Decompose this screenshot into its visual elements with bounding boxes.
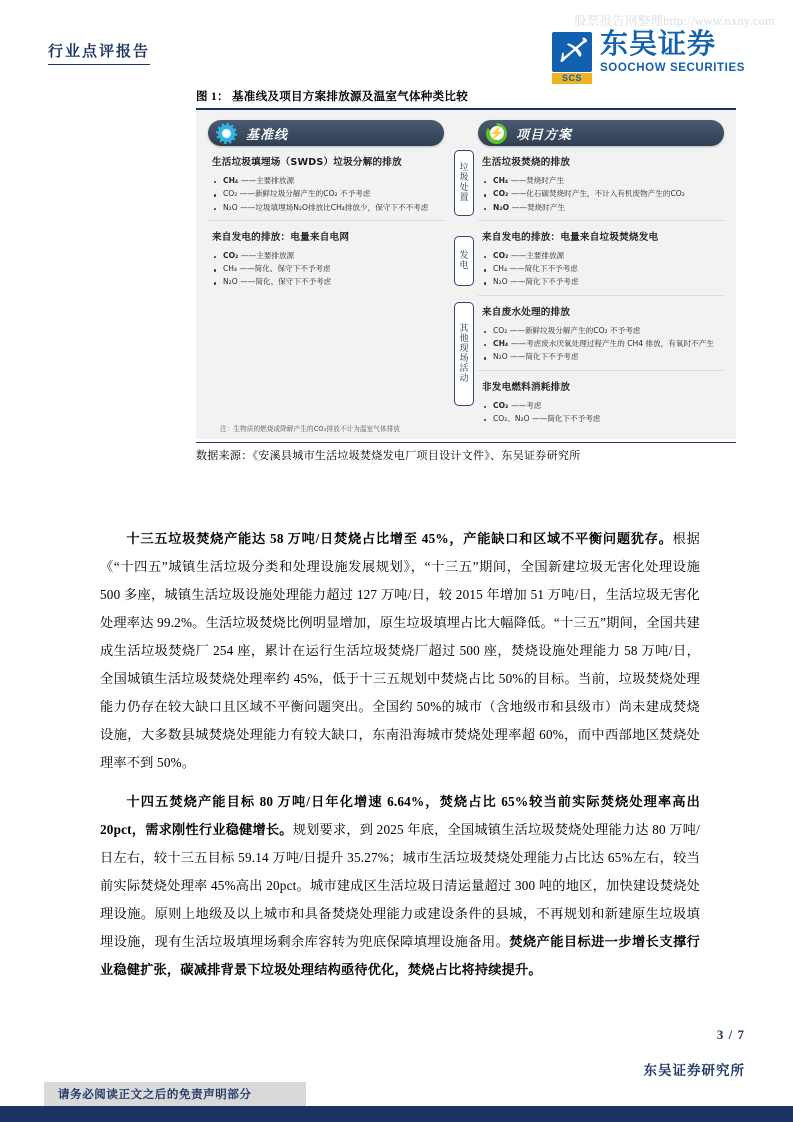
emission-item <box>482 249 720 262</box>
brand-name-en: SOOCHOW SECURITIES <box>600 62 745 74</box>
brand-mark-sub: SCS <box>552 73 592 84</box>
paragraph-2 <box>100 788 700 984</box>
baseline-panel-title: 基准线 <box>246 127 289 143</box>
gas-species: N₂O <box>493 352 511 362</box>
gas-species: CH₄ <box>493 338 511 348</box>
project-panel-title: 项目方案 <box>516 127 573 143</box>
stage-label-2 <box>454 236 474 286</box>
figure-source: 数据来源：《安溪县城市生活垃圾焚烧发电厂项目设计文件》、东吴证券研究所 <box>196 442 736 463</box>
figure-columns <box>208 120 724 434</box>
gas-species: CO₂、N₂O <box>493 413 533 423</box>
gear-icon <box>216 123 237 144</box>
emission-item <box>482 412 720 425</box>
gas-treatment-note: ——简化下不予考虑 <box>510 352 579 362</box>
gas-treatment-note: ——垃圾填埋场N₂O排放比CH₄排放少，保守下不不考虑 <box>240 202 429 212</box>
baseline-blocks <box>208 146 444 295</box>
emission-item-list <box>482 399 720 426</box>
project-blocks <box>478 146 724 431</box>
gas-treatment-note: ——焚烧时产生 <box>511 202 565 212</box>
gas-species: CO₂ <box>223 250 241 260</box>
report-type-header: 行业点评报告 <box>48 40 150 65</box>
gas-treatment-note: ——简化下不予考虑 <box>509 264 578 274</box>
stage-label-char: 垃 <box>459 162 469 173</box>
stage-label-char: 活 <box>459 364 469 375</box>
brand-logo <box>552 27 745 84</box>
emission-item <box>212 187 440 200</box>
emission-block-title: 来自发电的排放：电量来自电网 <box>212 231 350 243</box>
stage-label-char: 置 <box>459 193 469 204</box>
emission-block <box>478 295 724 370</box>
stage-labels <box>454 120 474 431</box>
emission-item-list <box>482 249 720 289</box>
emission-item <box>482 399 720 412</box>
gas-treatment-note: ——新鲜垃圾分解产生的CO₂ 不予考虑 <box>509 325 641 335</box>
emission-item <box>212 249 440 262</box>
emission-block-title: 非发电燃料消耗排放 <box>482 381 571 393</box>
gas-treatment-note: ——主要排放源 <box>511 250 565 260</box>
gas-species: CO₂ <box>223 189 240 199</box>
brand-mark-letter: 乄 <box>558 36 586 67</box>
stage-label-3 <box>454 302 474 406</box>
emission-block-title: 生活垃圾焚烧的排放 <box>482 157 571 168</box>
emission-item <box>212 174 440 187</box>
leaf-bolt-icon <box>486 123 507 144</box>
emission-item-list <box>482 324 720 364</box>
figure-1 <box>196 88 736 463</box>
emission-item-list <box>482 174 720 214</box>
paragraph-1 <box>100 525 700 777</box>
emission-block-title: 生活垃圾填埋场（SWDS）垃圾分解的排放 <box>212 157 402 168</box>
emission-block <box>208 146 444 220</box>
stage-label-1 <box>454 150 474 216</box>
gas-species: CH₄ <box>223 264 240 274</box>
gas-species: N₂O <box>493 277 511 287</box>
project-panel-content <box>478 120 724 431</box>
emission-block <box>478 146 724 220</box>
brand-text <box>600 27 745 75</box>
gas-treatment-note: ——焚烧时产生 <box>510 176 565 185</box>
gas-species: N₂O <box>223 277 241 287</box>
gas-treatment-note: ——简化下不予考虑 <box>532 413 601 423</box>
stage-label-char: 动 <box>459 374 469 385</box>
brand-name-cn: 东吴证券 <box>600 27 717 60</box>
article-body <box>100 525 700 995</box>
paragraph-1-text: 根据《“十四五”城镇生活垃圾分类和处理设施发展规划》，“十三五”期间，全国新建垃圾无害化处理设施 500 多座，城镇生活垃圾设施处理能力超过 127 万吨/日，较 2015 年增加 51 万吨/日，生活垃圾无害化处理率达 99.2%。生活垃圾焚烧比例明显增加，原生垃圾填埋占比大幅降低。“十三五”期间，全国共建成生活垃圾焚烧厂 254 座，累计在运行生活垃圾焚烧厂超过 500 座，焚烧设施处理能力 58 万吨/日，全国城镇生活垃圾焚烧处理率约 45%，低于十三五规划中焚烧占比 50%的目标。当前，垃圾焚烧处理能力仍存在较大缺口且区域不平衡问题突出。全国约 50%的城市（含地级市和县级市）尚未建成焚烧设施，大多数县城焚烧处理能力有较大缺口，东南沿海城市焚烧处理率超 60%，而中西部地区焚烧处理率不到 50%。 <box>100 531 701 770</box>
gas-species: N₂O <box>223 202 241 212</box>
project-panel-header <box>478 120 724 146</box>
footer-disclaimer-text: 请务必阅读正文之后的免责声明部分 <box>58 1089 252 1101</box>
emission-item <box>212 275 440 288</box>
emission-block-title: 来自发电的排放：电量来自垃圾焚烧发电 <box>482 231 659 243</box>
stage-label-char: 电 <box>459 261 469 271</box>
emission-block <box>478 370 724 432</box>
paragraph-2-text: 规划要求，到 2025 年底，全国城镇生活垃圾焚烧处理能力达 80 万吨/日左右，较十三五目标 59.14 万吨/日提升 35.27%；城市生活垃圾焚烧处理能力占比达 65%左右，较当前实际焚烧处理率 45%高出 20pct。城市建成区生活垃圾日清运量超过 300 吨的地区，加快建设焚烧处理设施。原则上地级及以上城市和具备焚烧处理能力或建设条件的县城，不再规划和新建原生垃圾填埋设施，现有生活垃圾填埋场剩余库容转为兜底保障填埋设施备用。 <box>100 821 700 949</box>
paragraph-1-lead: 十三五垃圾焚烧产能达 58 万吨/日焚烧占比增至 45%，产能缺口和区域不平衡问题犹存。 <box>126 531 673 546</box>
paragraph-2-tail: 焚烧产能目标进一步增长支撑行业稳健扩张，碳减排背景下垃圾处理结构亟待优化，焚烧占比将持续提升。 <box>100 933 700 977</box>
emission-item <box>482 262 720 275</box>
gas-treatment-note: ——简化、保守下不予考虑 <box>239 264 331 274</box>
emission-item <box>212 201 440 214</box>
footer-band <box>0 1106 793 1122</box>
emission-block <box>478 220 724 295</box>
gas-species: CO₂ <box>493 189 511 199</box>
gas-treatment-note: ——主要排放源 <box>241 250 295 260</box>
stage-label-char: 现 <box>459 343 469 354</box>
gas-treatment-note: ——主要排放源 <box>240 176 295 185</box>
stage-label-char: 发 <box>459 250 469 261</box>
emission-item-list <box>212 174 440 214</box>
stage-label-char: 处 <box>459 183 469 193</box>
paragraph-2-lead: 十四五焚烧产能目标 80 万吨/日年化增速 6.64%，焚烧占比 65%较当前实际焚烧处理率高出 20pct，需求刚性行业稳健增长。 <box>100 793 700 837</box>
emission-item <box>482 350 720 363</box>
gas-treatment-note: ——简化下不予考虑 <box>510 277 579 287</box>
gas-treatment-note: ——考虑 <box>511 400 542 410</box>
emission-item <box>482 174 720 187</box>
gas-species: CH₄ <box>493 176 511 185</box>
footer-institute: 东吴证券研究所 <box>643 1063 745 1078</box>
figure-caption: 图 1： 基准线及项目方案排放源及温室气体种类比较 <box>196 91 468 103</box>
baseline-panel <box>208 120 444 295</box>
stage-label-char: 他 <box>459 333 469 344</box>
gas-treatment-note: ——新鲜垃圾分解产生的CO₂ 不予考虑 <box>239 189 371 199</box>
page-number: 3 / 7 <box>716 1027 745 1042</box>
emission-item <box>482 201 720 214</box>
brand-mark-icon <box>552 32 592 84</box>
emission-item <box>482 324 720 337</box>
gas-species: CH₄ <box>493 264 510 274</box>
emission-item <box>482 187 720 200</box>
footer-disclaimer-bar <box>44 1082 306 1106</box>
gas-treatment-note: ——简化、保守下不予考虑 <box>240 277 332 287</box>
baseline-panel-header <box>208 120 444 146</box>
figure-note: 注：生物质的燃烧或降解产生的CO₂排放不计为温室气体排放 <box>220 425 401 434</box>
gas-treatment-note: ——化石碳焚烧时产生，不计入有机废物产生的CO₂ <box>511 189 685 199</box>
stage-label-char: 其 <box>459 323 469 334</box>
gas-species: CO₂ <box>493 325 510 335</box>
figure-body <box>196 110 736 439</box>
gas-species: CO₂ <box>493 400 511 410</box>
project-panel <box>454 120 724 431</box>
watermark-text: 股票报告网整理http://www.nxny.com <box>574 14 775 28</box>
stage-label-char: 场 <box>459 354 469 364</box>
gas-species: CH₄ <box>223 176 241 185</box>
emission-block <box>208 220 444 295</box>
emission-item <box>212 262 440 275</box>
gas-treatment-note: ——考虑废水厌氧处理过程产生的 CH4 排放，有氧时不产生 <box>510 338 714 348</box>
emission-item <box>482 337 720 350</box>
gas-species: CO₂ <box>493 250 511 260</box>
gas-species: N₂O <box>493 202 512 212</box>
stage-label-char: 圾 <box>459 172 469 183</box>
emission-item-list <box>212 249 440 289</box>
emission-item <box>482 275 720 288</box>
emission-block-title: 来自废水处理的排放 <box>482 306 571 318</box>
